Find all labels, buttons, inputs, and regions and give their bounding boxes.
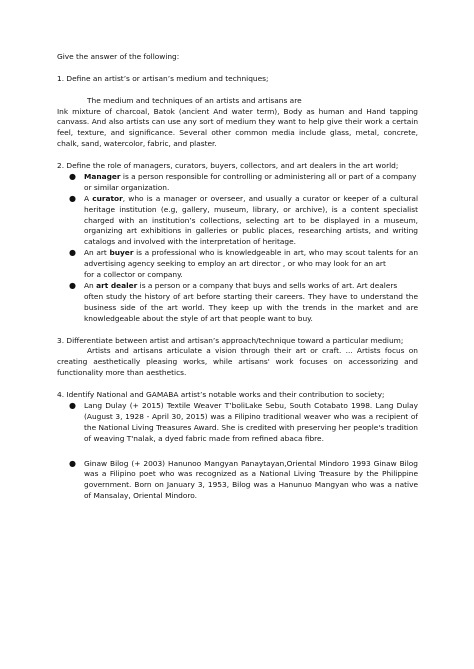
term-curator: curator (92, 193, 123, 203)
list-item (57, 459, 418, 503)
question-2: 2. Define the role of managers, curators, buyers, collectors, and art dealers in the art world; (57, 161, 399, 171)
artist-ginaw-bilog: Ginaw Bilog (+ 2003) Hanunoo Mangyan Panaytayan,Oriental Mindoro 1993 Ginaw Bilog was a Filipino poet who was recognized as a National Living Treasure by the Philippine government. Born on January 3, 1953, Bilog was a Hanunuo Mangyan who was a native of Mansalay, Oriental Mindoro. (84, 458, 418, 501)
term-manager: Manager (84, 171, 121, 181)
bullet-icon: ● (69, 458, 76, 468)
bullet-icon: ● (69, 280, 76, 290)
term-art-dealer: art dealer (96, 280, 138, 290)
definition-curator: , who is a manager or overseer, and usually a curator or keeper of a cultural heritage institution (e.g, gallery, museum, library, or archive), is a content specialist charged with an institution’s collections, selecting art to be displayed in a museum, organizing art exhibitions in galleries or public places, researching artists, and writing catalogs and involved with the interpretation of heritage. (84, 193, 419, 247)
question-4: 4. Identify National and GAMABA artist’s notable works and their contribution to society; (57, 390, 385, 400)
bullet-icon: ● (69, 400, 76, 410)
answer-1-body: Ink mixture of charcoal, Batok (ancient And water term), Body as human and Hand tapping canvass. And also artists can use any sort of medium they want to help give their work a certain feel, texture, and significance. Several other common media include glass, metal, concrete, chalk, sand, watercolor, fabric, and plaster. (57, 106, 418, 149)
answer-1-lead: The medium and techniques of an artists and artisans are (87, 95, 302, 105)
list-item: ● An art buyer is a professional who is knowledgeable in art, who may scout talents for an advertising agency seeking to employ an art director , or who may look for an art for a collector or company. (69, 248, 418, 280)
intro-text: Give the answer of the following: (57, 52, 180, 61)
definition-art-dealer-continued: often study the history of art before starting their careers. They have to understand the business side of the art world. They keep up with the trends in the market and are knowledgeable about the style of art that people want to buy. (84, 291, 418, 323)
question-1: 1. Define an artist’s or artisan’s medium and techniques; (57, 73, 269, 83)
definition-buyer-continued: for a collector or company. (84, 270, 183, 280)
definition-art-dealer: is a person or a company that buys and sells works of art. Art dealers (137, 280, 398, 290)
list-item: ● A curator, who is a manager or overseer, and usually a curator or keeper of a cultural heritage institution (e.g, gallery, museum, library, or archive), is a content specialist charged with an institution’s collections, selecting art to be displayed in a museum, organizing art exhibitions in galleries or public places, researching artists, and writing catalogs and involved with the interpretation of heritage. (69, 193, 419, 247)
artists-list-continued (57, 459, 418, 503)
list-item (57, 401, 418, 445)
roles-list (57, 172, 418, 325)
question-3: 3. Differentiate between artist and artisan’s approach/technique toward a particular medium; (57, 335, 404, 345)
bullet-icon: ● (69, 171, 76, 181)
answer-3: Artists and artisans articulate a vision through their art or craft. ... Artists focus on creating aesthetically pleasing works, while artisans' work focuses on accessorizing and functionality more than aesthetics. (57, 346, 418, 378)
bullet-icon: ● (69, 248, 76, 258)
definition-manager: is a person responsible for controlling or administering all or part of a company or similar organization. (84, 171, 417, 192)
bullet-icon: ● (69, 193, 76, 203)
list-item: ● An art dealer is a person or a company that buys and sells works of art. Art dealers often study the history of art before starting their careers. They have to understand the business side of the art world. They keep up with the trends in the market and are knowledgeable about the style of art that people want to buy. (69, 280, 418, 323)
list-item (57, 172, 418, 194)
term-buyer: buyer (109, 248, 134, 258)
artists-list (57, 401, 418, 445)
definition-buyer: is a professional who is knowledgeable in art, who may scout talents for an advertising agency seeking to employ an art director , or who may look for an art (84, 248, 418, 269)
artist-lang-dulay: Lang Dulay (+ 2015) Textile Weaver T’boliLake Sebu, South Cotabato 1998. Lang Dulay (August 3, 1928 - April 30, 2015) was a Filipino traditional weaver who was a recipient of the National Living Treasures Award. She is credited with preserving her people's tradition of weaving T'nalak, a dyed fabric made from refined abaca fibre. (84, 400, 418, 443)
